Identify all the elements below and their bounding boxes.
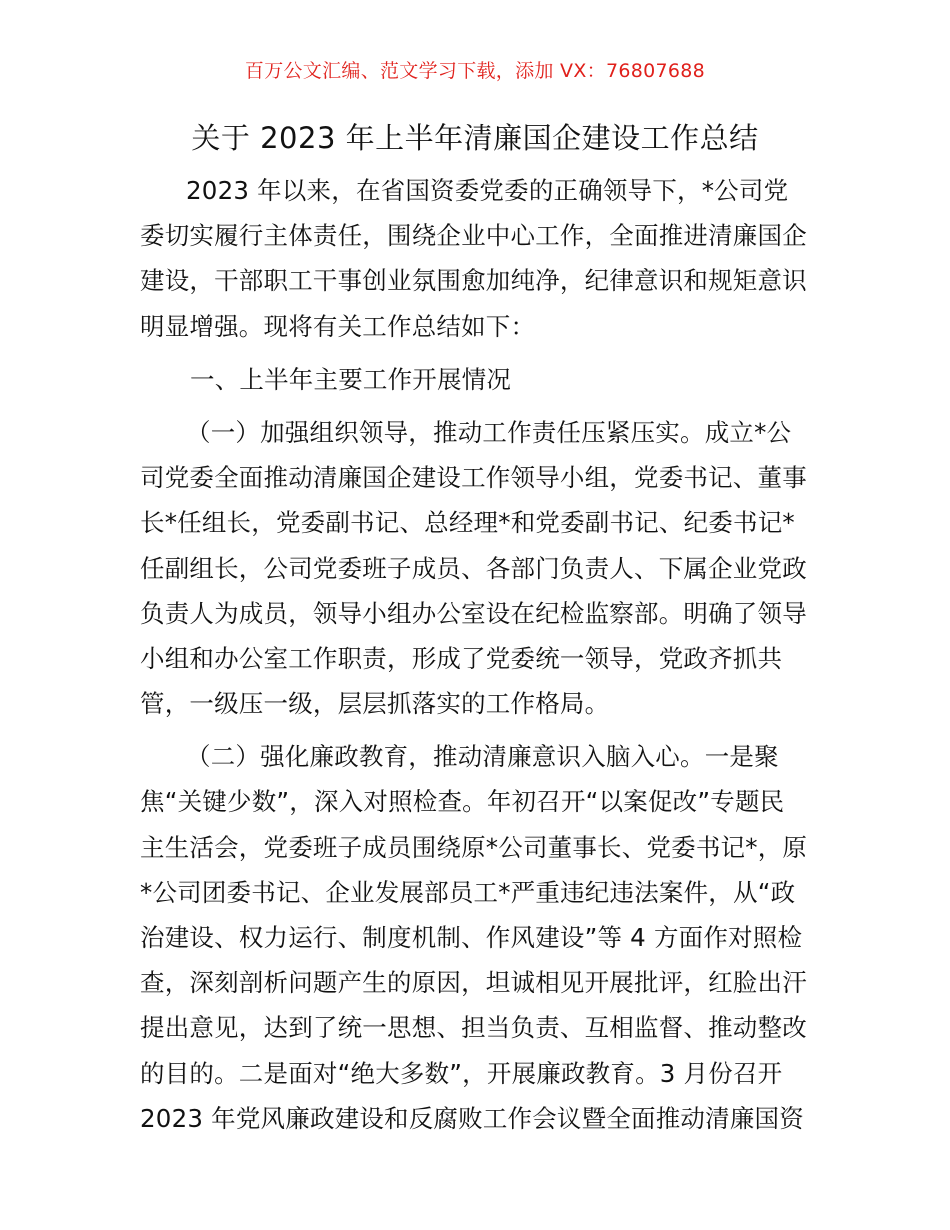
document-body (140, 168, 816, 1141)
header-banner: 百万公文汇编、范文学习下载，添加 VX：76807688 (244, 60, 706, 82)
paragraph-line: 提出意见，达到了统一思想、担当负责、互相监督、推动整改 (140, 1013, 807, 1043)
intro-line: 2023 年以来，在省国资委党委的正确领导下，*公司党 (186, 176, 789, 205)
paragraph-line: 管，一级压一级，层层抓落实的工作格局。 (140, 689, 610, 719)
intro-line: 明显增强。现将有关工作总结如下： (140, 311, 536, 341)
paragraph-line: 查，深刻剖析问题产生的原因，坦诚相见开展批评，红脸出汗 (140, 968, 807, 998)
paragraph-line: （二）强化廉政教育，推动清廉意识入脑入心。一是聚 (186, 742, 779, 772)
paragraph-line: 治建设、权力运行、制度机制、作风建设”等 4 方面作对照检 (140, 923, 803, 952)
document-title: 关于 2023 年上半年清廉国企建设工作总结 (191, 121, 759, 155)
paragraph-line: 小组和办公室工作职责，形成了党委统一领导，党政齐抓共 (140, 643, 783, 673)
intro-line: 建设，干部职工干事创业氛围愈加纯净，纪律意识和规矩意识 (140, 266, 807, 296)
paragraph-line: （一）加强组织领导，推动工作责任压紧压实。成立*公 (186, 417, 792, 447)
intro-line: 委切实履行主体责任，围绕企业中心工作，全面推进清廉国企 (140, 221, 807, 251)
paragraph-line: 任副组长，公司党委班子成员、各部门负责人、下属企业党政 (140, 553, 807, 583)
section-heading: 一、上半年主要工作开展情况 (190, 364, 512, 394)
paragraph-line: 的目的。二是面对“绝大多数”，开展廉政教育。3 月份召开 (140, 1058, 783, 1088)
paragraph-line: 司党委全面推动清廉国企建设工作领导小组，党委书记、董事 (140, 463, 807, 493)
paragraph-line: *公司团委书记、企业发展部员工*严重违纪违法案件，从“政 (140, 877, 796, 907)
paragraph-line: 焦“关键少数”，深入对照检查。年初召开“以案促改”专题民 (140, 787, 785, 817)
paragraph-line: 主生活会，党委班子成员围绕原*公司董事长、党委书记*，原 (140, 832, 808, 862)
paragraph-line: 长*任组长，党委副书记、总经理*和党委副书记、纪委书记* (140, 508, 795, 538)
paragraph-line: 负责人为成员，领导小组办公室设在纪检监察部。明确了领导 (140, 598, 807, 628)
paragraph-line: 2023 年党风廉政建设和反腐败工作会议暨全面推动清廉国资 (140, 1103, 804, 1133)
